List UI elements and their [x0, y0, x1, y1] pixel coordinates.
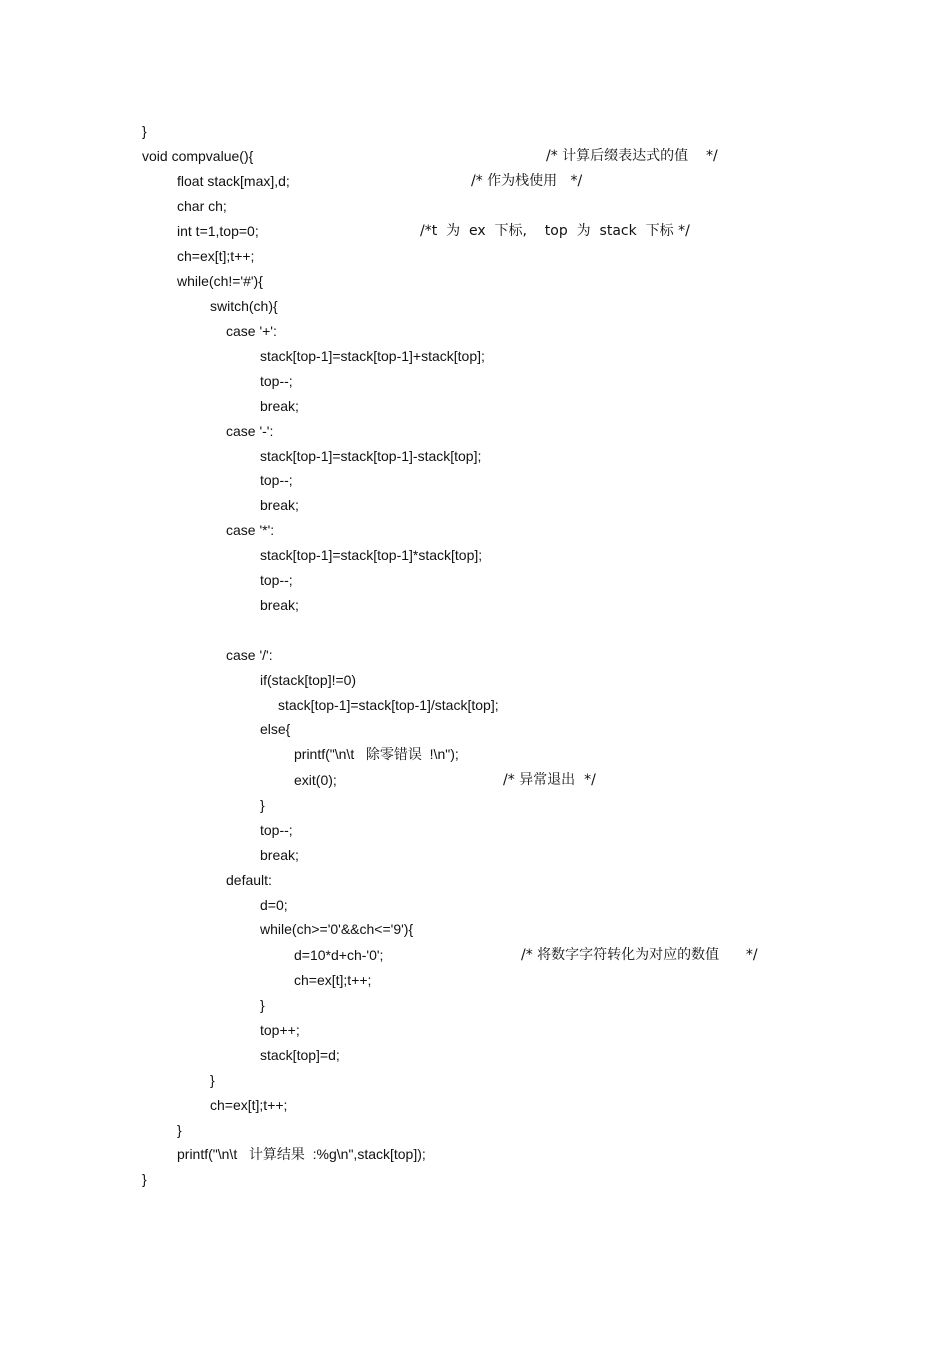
code-line: break; — [260, 398, 299, 414]
code-line: case '-': — [226, 423, 274, 439]
code-line: } — [210, 1072, 215, 1088]
code-line: else{ — [260, 721, 291, 737]
code-line: } — [260, 997, 265, 1013]
code-comment: /*t 为 ex 下标, top 为 stack 下标 */ — [420, 223, 690, 239]
code-line: top++; — [260, 1022, 300, 1038]
code-line: stack[top]=d; — [260, 1047, 340, 1063]
code-comment: /* 异常退出 */ — [503, 772, 596, 788]
code-line: while(ch!='#'){ — [177, 273, 263, 289]
code-line: case '/': — [226, 647, 273, 663]
code-line: top--; — [260, 472, 293, 488]
code-line: ch=ex[t];t++; — [294, 972, 372, 988]
code-line: switch(ch){ — [210, 298, 278, 314]
code-line: default: — [226, 872, 272, 888]
code-line: top--; — [260, 373, 293, 389]
code-line: } — [177, 1122, 182, 1138]
code-line: case '*': — [226, 522, 275, 538]
code-line: char ch; — [177, 198, 227, 214]
code-line: stack[top-1]=stack[top-1]*stack[top]; — [260, 547, 483, 563]
code-line: break; — [260, 597, 299, 613]
code-line: case '+': — [226, 323, 277, 339]
code-line: top--; — [260, 822, 293, 838]
code-line: } — [260, 797, 265, 813]
code-line: } — [142, 1171, 147, 1187]
code-line: ch=ex[t];t++; — [177, 248, 255, 264]
code-line: } — [142, 123, 147, 139]
code-line: exit(0); — [294, 772, 337, 788]
code-line: stack[top-1]=stack[top-1]/stack[top]; — [278, 697, 499, 713]
code-comment: /* 作为栈使用 */ — [471, 173, 583, 189]
code-line: if(stack[top]!=0) — [260, 672, 357, 688]
code-line: int t=1,top=0; — [177, 223, 259, 239]
code-line: d=0; — [260, 897, 288, 913]
code-line: ch=ex[t];t++; — [210, 1097, 288, 1113]
code-comment: /* 计算后缀表达式的值 */ — [546, 148, 718, 164]
code-comment: /* 将数字字符转化为对应的数值 */ — [521, 947, 758, 963]
code-line: break; — [260, 497, 299, 513]
code-line: printf("\n\t 除零错误 !\n"); — [294, 746, 459, 762]
code-line: stack[top-1]=stack[top-1]+stack[top]; — [260, 348, 485, 364]
code-line: float stack[max],d; — [177, 173, 290, 189]
code-line: top--; — [260, 572, 293, 588]
code-line: while(ch>='0'&&ch<='9'){ — [260, 921, 414, 937]
code-line: d=10*d+ch-'0'; — [294, 947, 384, 963]
code-line: stack[top-1]=stack[top-1]-stack[top]; — [260, 448, 482, 464]
code-line: void compvalue(){ — [142, 148, 254, 164]
code-line: break; — [260, 847, 299, 863]
code-line: printf("\n\t 计算结果 :%g\n",stack[top]); — [177, 1146, 426, 1162]
